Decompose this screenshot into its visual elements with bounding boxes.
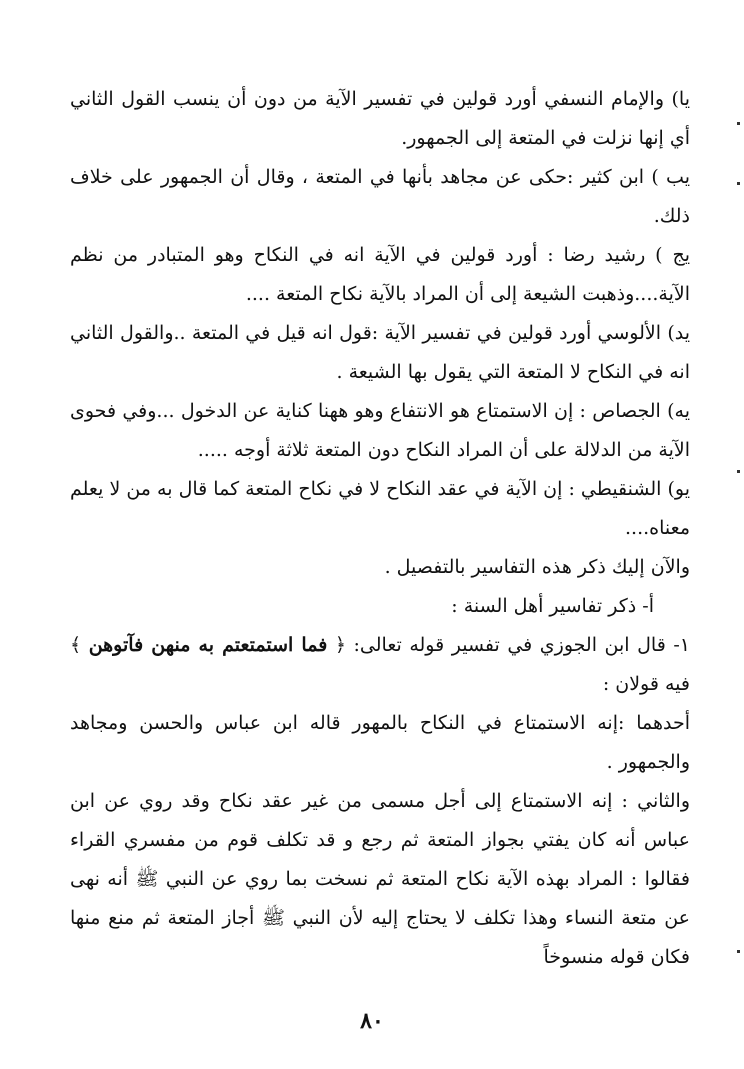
margin-mark	[737, 122, 740, 125]
document-body	[70, 80, 690, 977]
paragraph-yh: يه) الجصاص : إن الاستمتاع هو الانتفاع وهو ههنا كناية عن الدخول ...وفي فحوى الآية من الدلالة على أن المراد النكاح دون المتعة ثلاثة أوجه .....	[70, 400, 690, 461]
paragraph-yj: يج ) رشيد رضا : أورد قولين في الآية انه في النكاح وهو المتبادر من نظم الآية....وذهبت الشيعة إلى أن المراد بالآية نكاح المتعة ....	[70, 244, 690, 305]
paragraph-yb: يب ) ابن كثير :حكى عن مجاهد بأنها في المتعة ، وقال أن الجمهور على خلاف ذلك.	[70, 166, 690, 227]
paragraph-ibn-jawzi	[70, 626, 690, 704]
margin-mark	[737, 470, 740, 473]
paragraph-intro-details: والآن إليك ذكر هذه التفاسير بالتفصيل .	[384, 556, 690, 578]
paragraph-first-opinion: أحدهما :إنه الاستمتاع في النكاح بالمهور قاله ابن عباس والحسن ومجاهد والجمهور .	[70, 712, 690, 773]
paragraph-second-opinion: والثاني : إنه الاستمتاع إلى أجل مسمى من غير عقد نكاح وقد روي عن ابن عباس أنه كان يفتي بجواز المتعة ثم رجع و قد تكلف قوم من مفسري القراء فقالوا : المراد بهذه الآية نكاح المتعة ثم نسخت بما روي عن النبي ﷺ أنه نهى عن متعة النساء وهذا تكلف لا يحتاج إليه لأن النبي ﷺ أجاز المتعة ثم منع منها فكان قوله منسوخاً	[70, 790, 690, 968]
paragraph-yw: يو) الشنقيطي : إن الآية في عقد النكاح لا في نكاح المتعة كما قال به من لا يعلم معناه....	[70, 478, 690, 539]
quran-verse: فما استمتعتم به منهن فآتوهن	[88, 634, 328, 656]
page-number: ٨٠	[360, 1008, 384, 1034]
margin-mark	[737, 182, 740, 185]
quote-suffix: ﴾ فيه قولان :	[70, 634, 690, 695]
paragraph-ya: يا) والإمام النسفي أورد قولين في تفسير الآية من دون أن ينسب القول الثاني أي إنها نزلت في المتعة إلى الجمهور.	[70, 88, 690, 149]
margin-mark	[737, 950, 740, 953]
section-heading-ahl-sunnah: أ- ذكر تفاسير أهل السنة :	[451, 595, 654, 617]
quote-prefix: ١- قال ابن الجوزي في تفسير قوله تعالى: ﴿	[327, 634, 690, 656]
paragraph-yd: يد) الألوسي أورد قولين في تفسير الآية :قول انه قيل في المتعة ..والقول الثاني انه في النكاح لا المتعة التي يقول بها الشيعة .	[70, 322, 690, 383]
